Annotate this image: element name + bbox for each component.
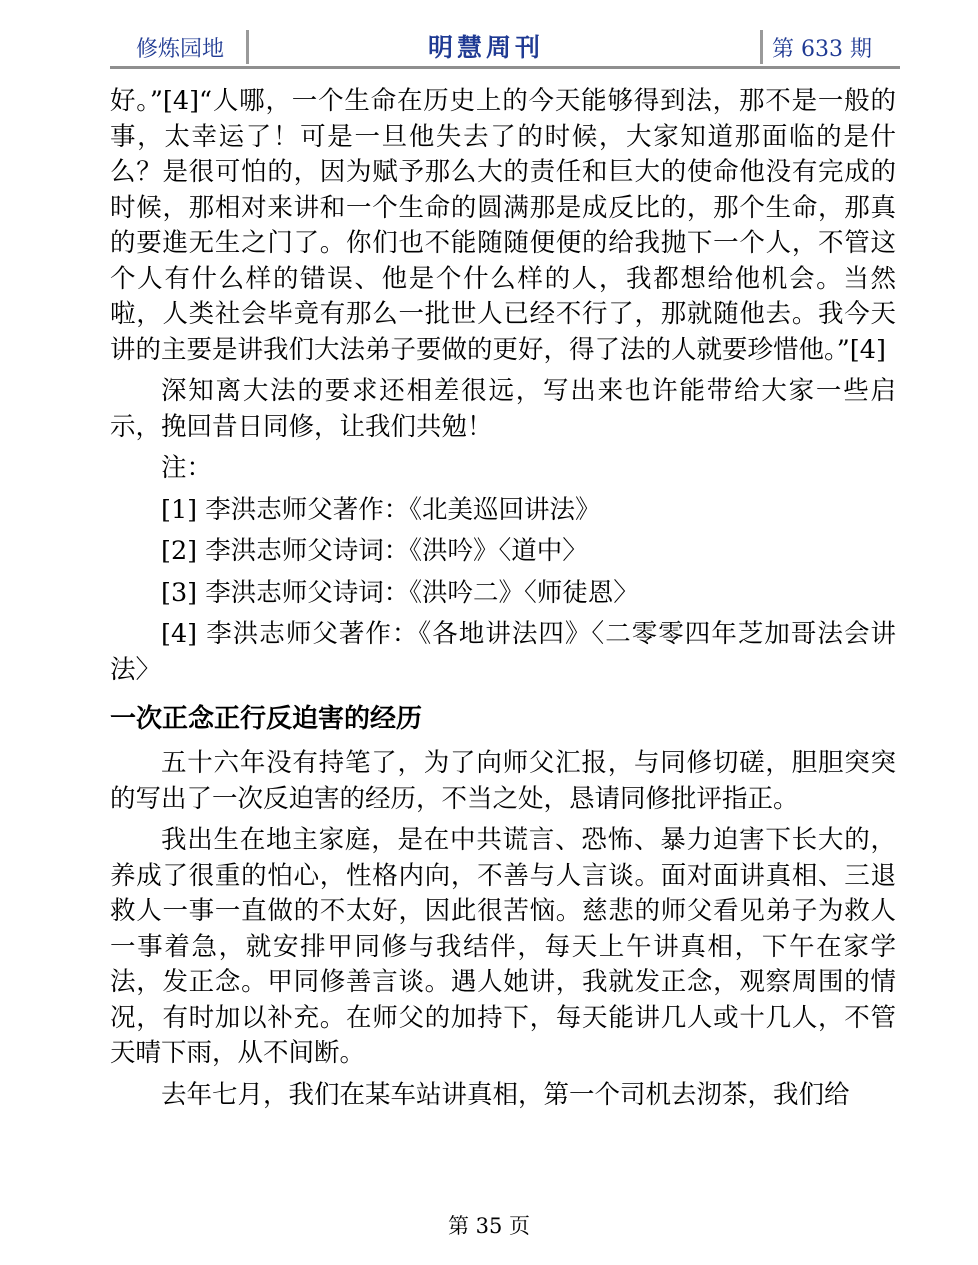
page-number: 第 35 页 — [447, 1214, 531, 1238]
note-item: [3] 李洪志师父诗词：《洪吟二》〈师徒恩〉 — [161, 577, 639, 608]
issue-number: 第 633 期 — [772, 37, 872, 62]
article-title: 一次正念正行反迫害的经历 — [110, 704, 423, 734]
notes-label: 注： — [161, 453, 213, 483]
header-divider — [246, 30, 249, 64]
page-header — [110, 24, 900, 68]
note-item: [1] 李洪志师父著作：《北美巡回讲法》 — [161, 494, 601, 525]
header-rule — [110, 66, 900, 69]
note-item: [2] 李洪志师父诗词：《洪吟》〈道中〉 — [161, 536, 588, 566]
body-paragraph: 好。”[4]“人哪，一个生命在历史上的今天能够得到法，那不是一般的事，太幸运了！可是一旦他失去了的时候，大家知道那面临的是什么？是很可怕的，因为赋予那么大的责任和巨大的使命他没有完成的时候，那相对来讲和一个生命的圆满那是成反比的，那个生命，那真的要進无生之门了。你们也不能随随便便的给我抛下一个人，不管这个人有什么样的错误、他是个什么样的人，我都想给他机会。当然啦，人类社会毕竟有那么一批世人已经不行了，那就随他去。我今天讲的主要是讲我们大法弟子要做的更好，得了法的人就要珍惜他。”[4] — [110, 86, 896, 365]
header-divider — [760, 30, 763, 64]
article-paragraph: 去年七月，我们在某车站讲真相，第一个司机去沏茶，我们给 — [161, 1079, 850, 1110]
article-paragraph: 五十六年没有持笔了，为了向师父汇报，与同修切磋，胆胆突突的写出了一次反迫害的经历，不当之处，恳请同修批评指正。 — [110, 748, 896, 814]
publication-title: 明慧周刊 — [428, 33, 545, 62]
note-item: [4] 李洪志师父著作：《各地讲法四》〈二零零四年芝加哥法会讲法〉 — [110, 619, 896, 685]
article-paragraph: 我出生在地主家庭，是在中共谎言、恐怖、暴力迫害下长大的，养成了很重的怕心，性格内向，不善与人言谈。面对面讲真相、三退救人一事一直做的不太好，因此很苦恼。慈悲的师父看见弟子为救人一事着急，就安排甲同修与我结伴，每天上午讲真相，下午在家学法，发正念。甲同修善言谈。遇人她讲，我就发正念，观察周围的情况，有时加以补充。在师父的加持下，每天能讲几人或十几人，不管天晴下雨，从不间断。 — [110, 825, 896, 1068]
body-paragraph: 深知离大法的要求还相差很远，写出来也许能带给大家一些启示，挽回昔日同修，让我们共勉！ — [110, 376, 896, 442]
page-content — [110, 84, 896, 1119]
section-name: 修炼园地 — [136, 37, 225, 62]
